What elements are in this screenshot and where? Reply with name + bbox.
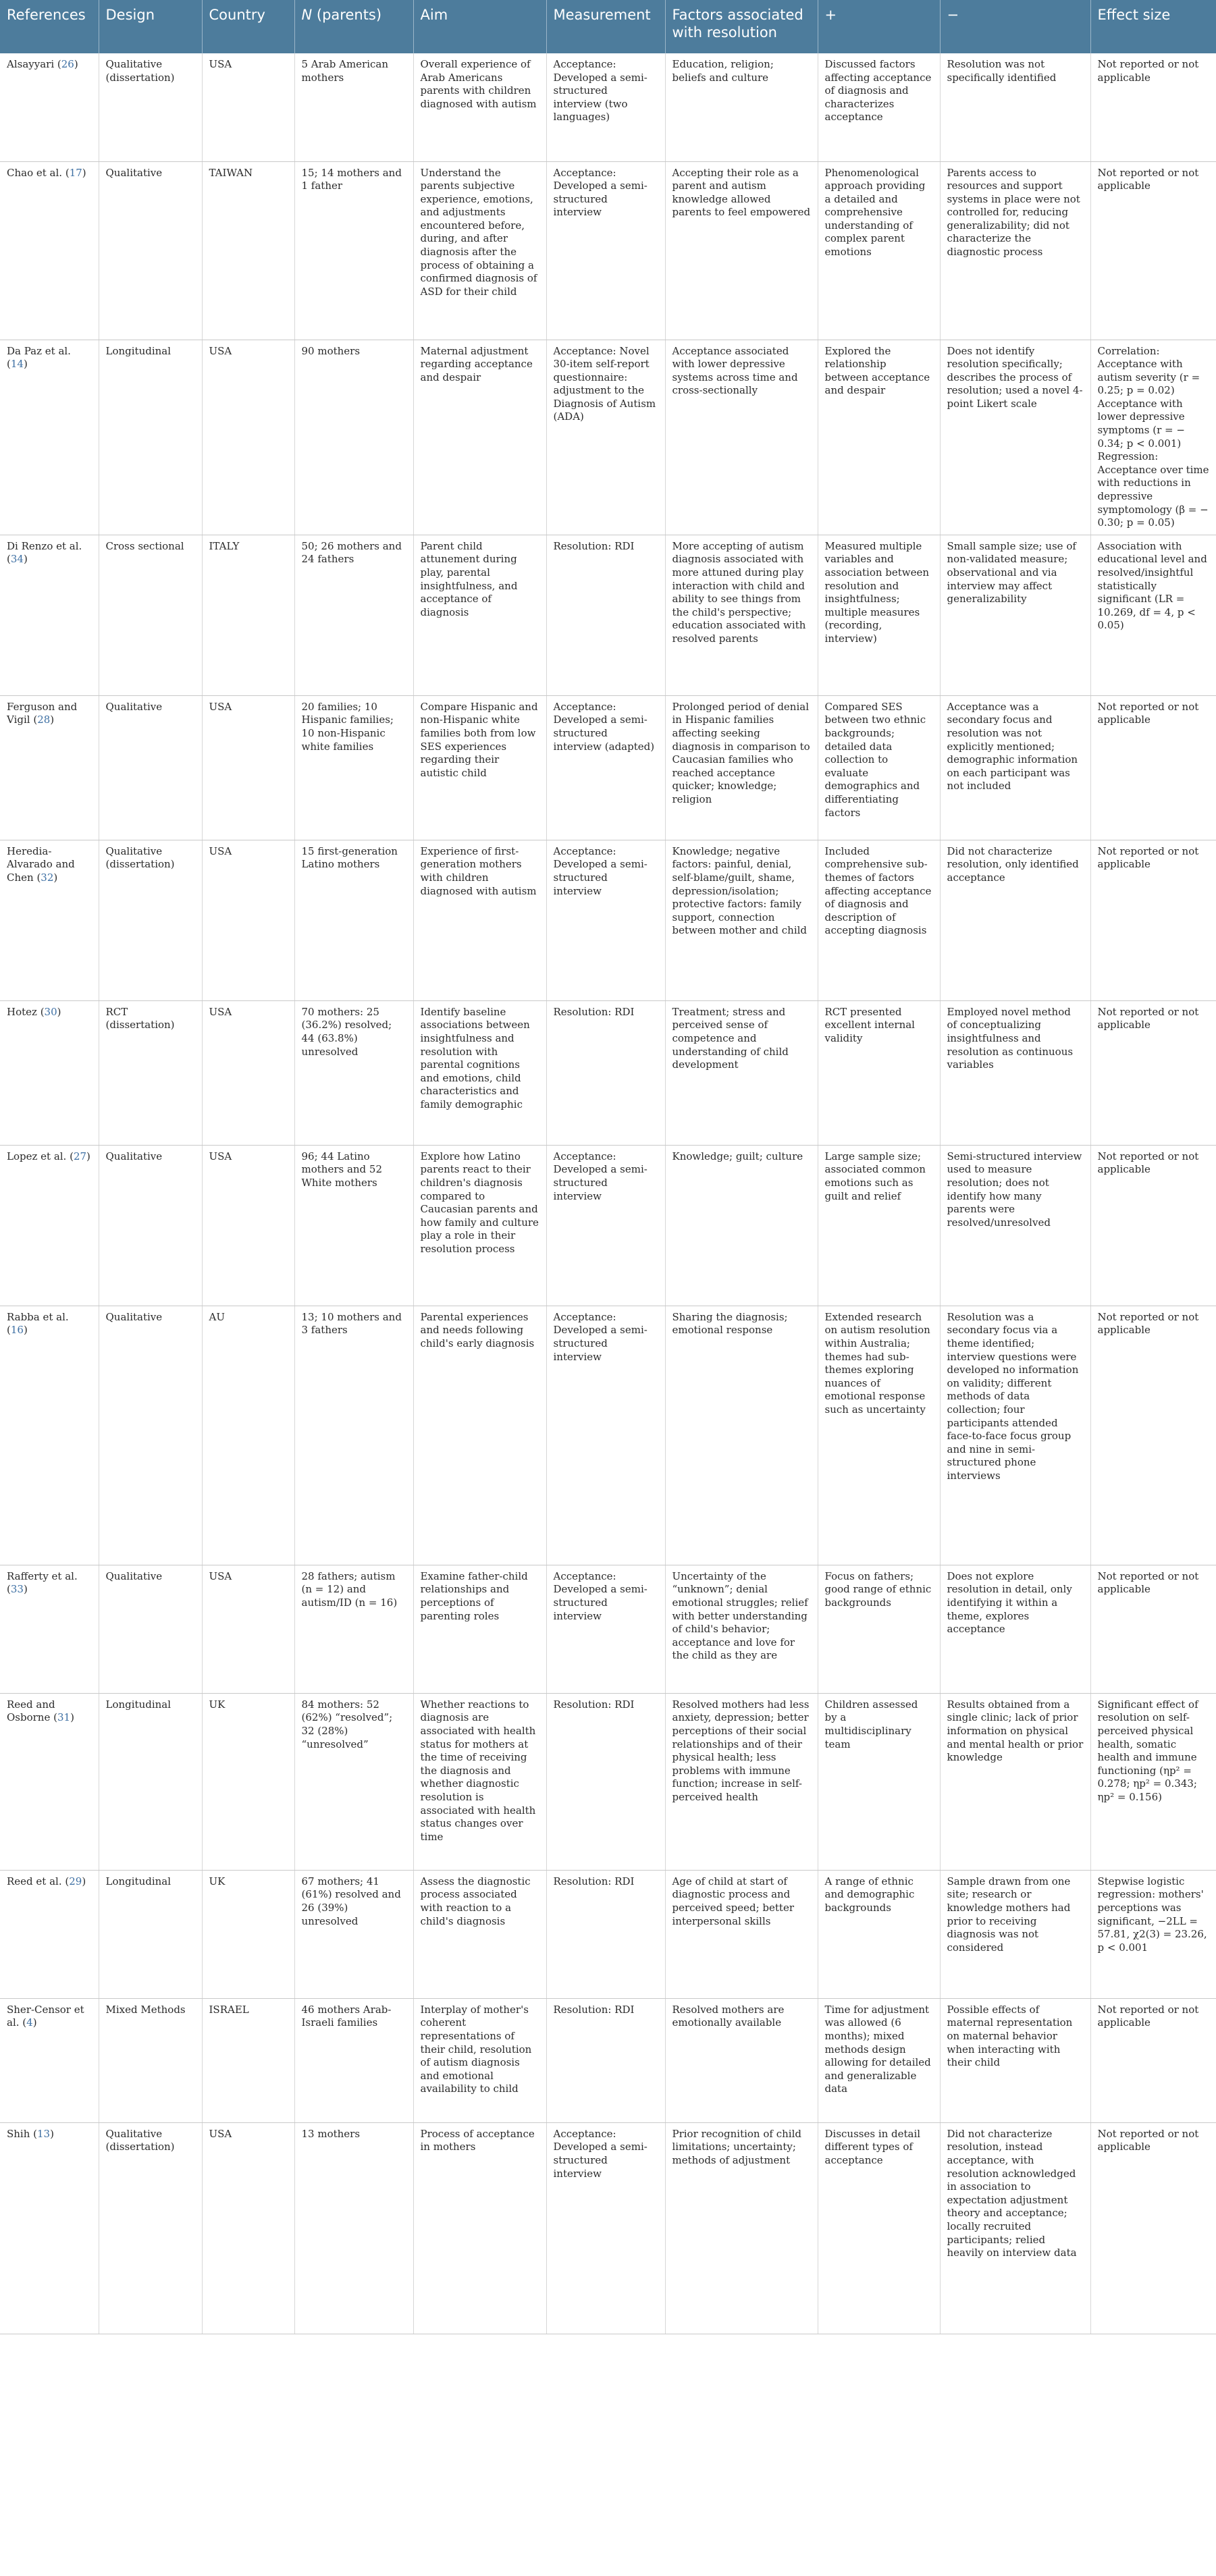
cell-factors: Prolonged period of denial in Hispanic families affecting seeking diagnosis in comparison to Caucasian families who reached acceptance quicker; knowledge; religion bbox=[665, 695, 818, 840]
reference-close: ) bbox=[70, 1711, 74, 1724]
cell-minus: Results obtained from a single clinic; lack of prior information on physical and mental health or prior knowledge bbox=[940, 1693, 1090, 1870]
cell-country: UK bbox=[202, 1870, 294, 1998]
cell-design: Longitudinal bbox=[99, 340, 202, 535]
cell-aim: Whether reactions to diagnosis are associated with health status for mothers at the time of receiving the diagnosis and whether diagnostic resolution is associated with health status changes over time bbox=[413, 1693, 546, 1870]
cell-factors: Age of child at start of diagnostic process and perceived speed; better interpersonal skills bbox=[665, 1870, 818, 1998]
cell-factors: Knowledge; negative factors: painful, denial, self-blame/guilt, shame, depression/isolation; protective factors: family support, connection between mother and child bbox=[665, 840, 818, 1000]
reference-close: ) bbox=[74, 58, 78, 70]
cell-design: Longitudinal bbox=[99, 1693, 202, 1870]
header-n-italic: N bbox=[301, 7, 313, 23]
reference-name: Shih ( bbox=[7, 2127, 38, 2140]
cell-factors: Acceptance associated with lower depressive systems across time and cross-sectionally bbox=[665, 340, 818, 535]
cell-aim: Experience of first-generation mothers with children diagnosed with autism bbox=[413, 840, 546, 1000]
cell-aim: Identify baseline associations between insightfulness and resolution with parental cognitions and emotions, child characteristics and family demographic bbox=[413, 1000, 546, 1145]
reference-close: ) bbox=[57, 1005, 61, 1018]
cell-country: USA bbox=[202, 53, 294, 161]
reference-link[interactable]: 34 bbox=[10, 553, 24, 566]
reference-close: ) bbox=[50, 2127, 54, 2140]
table-row bbox=[0, 1565, 1216, 1693]
cell-measurement: Resolution: RDI bbox=[546, 1870, 665, 1998]
cell-measurement: Resolution: RDI bbox=[546, 1998, 665, 2122]
reference-link[interactable]: 28 bbox=[37, 714, 51, 726]
cell-reference bbox=[0, 53, 99, 161]
cell-measurement: Resolution: RDI bbox=[546, 535, 665, 695]
cell-factors: Treatment; stress and perceived sense of competence and understanding of child development bbox=[665, 1000, 818, 1145]
cell-factors: Sharing the diagnosis; emotional response bbox=[665, 1306, 818, 1565]
cell-design: Qualitative (dissertation) bbox=[99, 2122, 202, 2334]
reference-close: ) bbox=[23, 1583, 28, 1596]
reference-name: Reed and Osborne ( bbox=[7, 1698, 57, 1724]
cell-design: RCT (dissertation) bbox=[99, 1000, 202, 1145]
cell-effect: Association with educational level and resolved/insightful statistically significant (LR = 10.269, df = 4, p < 0.05) bbox=[1090, 535, 1216, 695]
reference-name: Ferguson and Vigil ( bbox=[7, 700, 78, 726]
cell-n: 84 mothers: 52 (62%) “resolved”; 32 (28%) “unresolved” bbox=[294, 1693, 413, 1870]
table-row bbox=[0, 53, 1216, 161]
cell-reference bbox=[0, 1000, 99, 1145]
cell-country: USA bbox=[202, 340, 294, 535]
reference-close: ) bbox=[23, 358, 28, 371]
reference-close: ) bbox=[86, 1150, 90, 1162]
reference-name: Rabba et al. ( bbox=[7, 1310, 69, 1337]
cell-country: ITALY bbox=[202, 535, 294, 695]
cell-effect: Not reported or not applicable bbox=[1090, 2122, 1216, 2334]
header-minus: − bbox=[940, 0, 1090, 53]
cell-reference bbox=[0, 535, 99, 695]
reference-name: Chao et al. ( bbox=[7, 166, 70, 179]
reference-link[interactable]: 31 bbox=[57, 1711, 71, 1724]
cell-n: 13; 10 mothers and 3 fathers bbox=[294, 1306, 413, 1565]
table-row bbox=[0, 1693, 1216, 1870]
cell-effect: Not reported or not applicable bbox=[1090, 1145, 1216, 1306]
header-design: Design bbox=[99, 0, 202, 53]
cell-country: USA bbox=[202, 840, 294, 1000]
cell-country: USA bbox=[202, 1145, 294, 1306]
header-plus: + bbox=[818, 0, 940, 53]
table-row bbox=[0, 1145, 1216, 1306]
reference-name: Alsayyari ( bbox=[7, 58, 61, 70]
cell-plus: Discussed factors affecting acceptance of diagnosis and characterizes acceptance bbox=[818, 53, 940, 161]
table-row bbox=[0, 1306, 1216, 1565]
table-row bbox=[0, 2122, 1216, 2334]
cell-n: 70 mothers: 25 (36.2%) resolved; 44 (63.8%) unresolved bbox=[294, 1000, 413, 1145]
cell-reference bbox=[0, 2122, 99, 2334]
reference-link[interactable]: 33 bbox=[10, 1583, 24, 1596]
cell-country: USA bbox=[202, 2122, 294, 2334]
cell-design: Longitudinal bbox=[99, 1870, 202, 1998]
reference-name: Rafferty et al. ( bbox=[7, 1569, 78, 1596]
cell-reference bbox=[0, 840, 99, 1000]
reference-name: Hotez ( bbox=[7, 1005, 45, 1018]
table-row bbox=[0, 1870, 1216, 1998]
reference-name: Da Paz et al. ( bbox=[7, 344, 71, 371]
cell-effect: Not reported or not applicable bbox=[1090, 1306, 1216, 1565]
cell-n: 15 first-generation Latino mothers bbox=[294, 840, 413, 1000]
cell-measurement: Resolution: RDI bbox=[546, 1000, 665, 1145]
cell-n: 90 mothers bbox=[294, 340, 413, 535]
cell-aim: Examine father-child relationships and perceptions of parenting roles bbox=[413, 1565, 546, 1693]
cell-aim: Explore how Latino parents react to their children's diagnosis compared to Caucasian parents and how family and culture play a role in their resolution process bbox=[413, 1145, 546, 1306]
cell-factors: Education, religion; beliefs and culture bbox=[665, 53, 818, 161]
cell-reference bbox=[0, 695, 99, 840]
cell-design: Qualitative bbox=[99, 1565, 202, 1693]
cell-plus: Phenomenological approach providing a detailed and comprehensive understanding of complex parent emotions bbox=[818, 161, 940, 340]
cell-design: Qualitative bbox=[99, 161, 202, 340]
cell-plus: Time for adjustment was allowed (6 months); mixed methods design allowing for detailed and generalizable data bbox=[818, 1998, 940, 2122]
cell-n: 5 Arab American mothers bbox=[294, 53, 413, 161]
reference-close: ) bbox=[53, 871, 58, 884]
cell-n: 28 fathers; autism (n = 12) and autism/ID (n = 16) bbox=[294, 1565, 413, 1693]
cell-reference bbox=[0, 1870, 99, 1998]
cell-measurement: Resolution: RDI bbox=[546, 1693, 665, 1870]
reference-close: ) bbox=[23, 553, 28, 566]
cell-plus: A range of ethnic and demographic backgrounds bbox=[818, 1870, 940, 1998]
cell-measurement: Acceptance: Developed a semi-structured interview bbox=[546, 1145, 665, 1306]
cell-design: Mixed Methods bbox=[99, 1998, 202, 2122]
table-body bbox=[0, 53, 1216, 2334]
cell-n: 50; 26 mothers and 24 fathers bbox=[294, 535, 413, 695]
cell-measurement: Acceptance: Developed a semi-structured interview bbox=[546, 2122, 665, 2334]
reference-link[interactable]: 13 bbox=[37, 2127, 51, 2140]
cell-minus: Sample drawn from one site; research or knowledge mothers had prior to receiving diagnosis was not considered bbox=[940, 1870, 1090, 1998]
cell-factors: Resolved mothers had less anxiety, depression; better perceptions of their social relationships and of their physical health; less problems with immune function; increase in self-perceived health bbox=[665, 1693, 818, 1870]
cell-country: UK bbox=[202, 1693, 294, 1870]
cell-minus: Does not explore resolution in detail, only identifying it within a theme, explores acceptance bbox=[940, 1565, 1090, 1693]
cell-effect: Not reported or not applicable bbox=[1090, 1998, 1216, 2122]
cell-factors: Knowledge; guilt; culture bbox=[665, 1145, 818, 1306]
cell-plus: Included comprehensive sub-themes of factors affecting acceptance of diagnosis and description of accepting diagnosis bbox=[818, 840, 940, 1000]
cell-effect: Not reported or not applicable bbox=[1090, 840, 1216, 1000]
cell-country: USA bbox=[202, 695, 294, 840]
table-row bbox=[0, 840, 1216, 1000]
cell-reference bbox=[0, 1306, 99, 1565]
reference-link[interactable]: 16 bbox=[10, 1324, 24, 1337]
cell-factors: Accepting their role as a parent and autism knowledge allowed parents to feel empowered bbox=[665, 161, 818, 340]
cell-n: 20 families; 10 Hispanic families; 10 non-Hispanic white families bbox=[294, 695, 413, 840]
cell-plus: RCT presented excellent internal validity bbox=[818, 1000, 940, 1145]
cell-effect: Not reported or not applicable bbox=[1090, 1565, 1216, 1693]
cell-minus: Acceptance was a secondary focus and resolution was not explicitly mentioned; demographic information on each participant was not included bbox=[940, 695, 1090, 840]
cell-minus: Possible effects of maternal representation on maternal behavior when interacting with their child bbox=[940, 1998, 1090, 2122]
cell-effect: Correlation: Acceptance with autism severity (r = 0.25; p = 0.02) Acceptance with lower depressive symptoms (r = − 0.34; p < 0.001) Regression: Acceptance over time with reductions in depressive symptomology (β = − 0.30; p = 0.05) bbox=[1090, 340, 1216, 535]
cell-factors: Uncertainty of the “unknown”; denial emotional struggles; relief with better understanding of child's behavior; acceptance and love for the child as they are bbox=[665, 1565, 818, 1693]
reference-link[interactable]: 32 bbox=[41, 871, 54, 884]
cell-plus: Focus on fathers; good range of ethnic backgrounds bbox=[818, 1565, 940, 1693]
cell-country: AU bbox=[202, 1306, 294, 1565]
reference-name: Sher-Censor et al. ( bbox=[7, 2003, 84, 2029]
cell-measurement: Acceptance: Developed a semi-structured interview bbox=[546, 161, 665, 340]
header-aim: Aim bbox=[413, 0, 546, 53]
reference-name: Heredia-Alvarado and Chen ( bbox=[7, 844, 75, 884]
cell-plus: Discusses in detail different types of acceptance bbox=[818, 2122, 940, 2334]
cell-n: 15; 14 mothers and 1 father bbox=[294, 161, 413, 340]
cell-n: 67 mothers; 41 (61%) resolved and 26 (39%) unresolved bbox=[294, 1870, 413, 1998]
cell-minus: Small sample size; use of non-validated measure; observational and via interview may affect generalizability bbox=[940, 535, 1090, 695]
header-references: References bbox=[0, 0, 99, 53]
reference-name: Reed et al. ( bbox=[7, 1875, 70, 1887]
cell-reference bbox=[0, 1565, 99, 1693]
cell-minus: Did not characterize resolution, only identified acceptance bbox=[940, 840, 1090, 1000]
cell-measurement: Acceptance: Novel 30-item self-report questionnaire: adjustment to the Diagnosis of Autism (ADA) bbox=[546, 340, 665, 535]
table-header bbox=[0, 0, 1216, 53]
cell-design: Qualitative bbox=[99, 1306, 202, 1565]
cell-aim: Process of acceptance in mothers bbox=[413, 2122, 546, 2334]
cell-design: Qualitative bbox=[99, 695, 202, 840]
cell-minus: Does not identify resolution specifically; describes the process of resolution; used a novel 4-point Likert scale bbox=[940, 340, 1090, 535]
cell-measurement: Acceptance: Developed a semi-structured interview bbox=[546, 1306, 665, 1565]
reference-close: ) bbox=[50, 714, 55, 726]
cell-reference bbox=[0, 340, 99, 535]
reference-name: Di Renzo et al. ( bbox=[7, 539, 82, 566]
table-row bbox=[0, 1998, 1216, 2122]
cell-minus: Semi-structured interview used to measure resolution; does not identify how many parents were resolved/unresolved bbox=[940, 1145, 1090, 1306]
cell-plus: Explored the relationship between acceptance and despair bbox=[818, 340, 940, 535]
table-row bbox=[0, 1000, 1216, 1145]
cell-minus: Did not characterize resolution, instead acceptance, with resolution acknowledged in association to expectation adjustment theory and acceptance; locally recruited participants; relied heavily on interview data bbox=[940, 2122, 1090, 2334]
cell-plus: Measured multiple variables and association between resolution and insightfulness; multiple measures (recording, interview) bbox=[818, 535, 940, 695]
reference-link[interactable]: 29 bbox=[69, 1875, 82, 1887]
cell-aim: Compare Hispanic and non-Hispanic white families both from low SES experiences regarding their autistic child bbox=[413, 695, 546, 840]
cell-minus: Employed novel method of conceptualizing insightfulness and resolution as continuous variables bbox=[940, 1000, 1090, 1145]
reference-link[interactable]: 14 bbox=[10, 358, 24, 371]
cell-measurement: Acceptance: Developed a semi-structured interview (adapted) bbox=[546, 695, 665, 840]
reference-link[interactable]: 27 bbox=[73, 1150, 87, 1162]
cell-aim: Assess the diagnostic process associated with reaction to a child's diagnosis bbox=[413, 1870, 546, 1998]
header-factors: Factors associated with resolution bbox=[665, 0, 818, 53]
cell-reference bbox=[0, 161, 99, 340]
cell-aim: Parent child attunement during play, parental insightfulness, and acceptance of diagnosis bbox=[413, 535, 546, 695]
cell-design: Qualitative bbox=[99, 1145, 202, 1306]
reference-name: Lopez et al. ( bbox=[7, 1150, 74, 1162]
header-measurement: Measurement bbox=[546, 0, 665, 53]
cell-n: 96; 44 Latino mothers and 52 White mothers bbox=[294, 1145, 413, 1306]
cell-minus: Resolution was a secondary focus via a theme identified; interview questions were developed no information on validity; different methods of data collection; four participants attended face-to-face focus group and nine in semi-structured phone interviews bbox=[940, 1306, 1090, 1565]
cell-design: Cross sectional bbox=[99, 535, 202, 695]
cell-n: 46 mothers Arab-Israeli families bbox=[294, 1998, 413, 2122]
cell-effect: Significant effect of resolution on self-perceived physical health, somatic health and immune functioning (ηp² = 0.278; ηp² = 0.343; ηp² = 0.156) bbox=[1090, 1693, 1216, 1870]
cell-effect: Not reported or not applicable bbox=[1090, 695, 1216, 840]
cell-reference bbox=[0, 1693, 99, 1870]
cell-measurement: Acceptance: Developed a semi-structured interview bbox=[546, 1565, 665, 1693]
reference-link[interactable]: 4 bbox=[26, 2016, 33, 2029]
cell-measurement: Acceptance: Developed a semi-structured interview (two languages) bbox=[546, 53, 665, 161]
cell-country: USA bbox=[202, 1000, 294, 1145]
cell-factors: Prior recognition of child limitations; uncertainty; methods of adjustment bbox=[665, 2122, 818, 2334]
cell-aim: Understand the parents subjective experience, emotions, and adjustments encountered before, during, and after diagnosis after the process of obtaining a confirmed diagnosis of ASD for their child bbox=[413, 161, 546, 340]
header-n-rest: (parents) bbox=[312, 7, 382, 23]
cell-aim: Maternal adjustment regarding acceptance and despair bbox=[413, 340, 546, 535]
cell-reference bbox=[0, 1145, 99, 1306]
reference-close: ) bbox=[32, 2016, 37, 2029]
reference-link[interactable]: 30 bbox=[44, 1005, 57, 1018]
header-country: Country bbox=[202, 0, 294, 53]
reference-close: ) bbox=[82, 166, 86, 179]
cell-effect: Not reported or not applicable bbox=[1090, 53, 1216, 161]
cell-plus: Compared SES between two ethnic backgrounds; detailed data collection to evaluate demographics and differentiating factors bbox=[818, 695, 940, 840]
cell-effect: Not reported or not applicable bbox=[1090, 161, 1216, 340]
reference-close: ) bbox=[23, 1324, 28, 1337]
cell-factors: More accepting of autism diagnosis associated with more attuned during play interaction with child and ability to see things from the child's perspective; education associated with resolved parents bbox=[665, 535, 818, 695]
cell-aim: Overall experience of Arab Americans parents with children diagnosed with autism bbox=[413, 53, 546, 161]
cell-aim: Interplay of mother's coherent representations of their child, resolution of autism diagnosis and emotional availability to child bbox=[413, 1998, 546, 2122]
table-row bbox=[0, 161, 1216, 340]
cell-factors: Resolved mothers are emotionally available bbox=[665, 1998, 818, 2122]
cell-design: Qualitative (dissertation) bbox=[99, 840, 202, 1000]
cell-reference bbox=[0, 1998, 99, 2122]
cell-minus: Parents access to resources and support systems in place were not controlled for, reducing generalizability; did not characterize the diagnostic process bbox=[940, 161, 1090, 340]
cell-minus: Resolution was not specifically identified bbox=[940, 53, 1090, 161]
cell-aim: Parental experiences and needs following child's early diagnosis bbox=[413, 1306, 546, 1565]
reference-link[interactable]: 26 bbox=[61, 58, 74, 70]
header-row bbox=[0, 0, 1216, 53]
header-effect-size: Effect size bbox=[1090, 0, 1216, 53]
header-n-parents bbox=[294, 0, 413, 53]
reference-close: ) bbox=[82, 1875, 86, 1887]
reference-link[interactable]: 17 bbox=[69, 166, 82, 179]
table-row bbox=[0, 340, 1216, 535]
cell-effect: Stepwise logistic regression: mothers' perceptions was significant, −2LL = 57.81, χ2(3) = 23.26, p < 0.001 bbox=[1090, 1870, 1216, 1998]
cell-plus: Large sample size; associated common emotions such as guilt and relief bbox=[818, 1145, 940, 1306]
cell-effect: Not reported or not applicable bbox=[1090, 1000, 1216, 1145]
table-row bbox=[0, 695, 1216, 840]
cell-design: Qualitative (dissertation) bbox=[99, 53, 202, 161]
cell-plus: Children assessed by a multidisciplinary team bbox=[818, 1693, 940, 1870]
cell-n: 13 mothers bbox=[294, 2122, 413, 2334]
cell-plus: Extended research on autism resolution within Australia; themes had sub-themes exploring nuances of emotional response such as uncertainty bbox=[818, 1306, 940, 1565]
cell-country: TAIWAN bbox=[202, 161, 294, 340]
cell-measurement: Acceptance: Developed a semi-structured interview bbox=[546, 840, 665, 1000]
table-row bbox=[0, 535, 1216, 695]
cell-country: USA bbox=[202, 1565, 294, 1693]
cell-country: ISRAEL bbox=[202, 1998, 294, 2122]
